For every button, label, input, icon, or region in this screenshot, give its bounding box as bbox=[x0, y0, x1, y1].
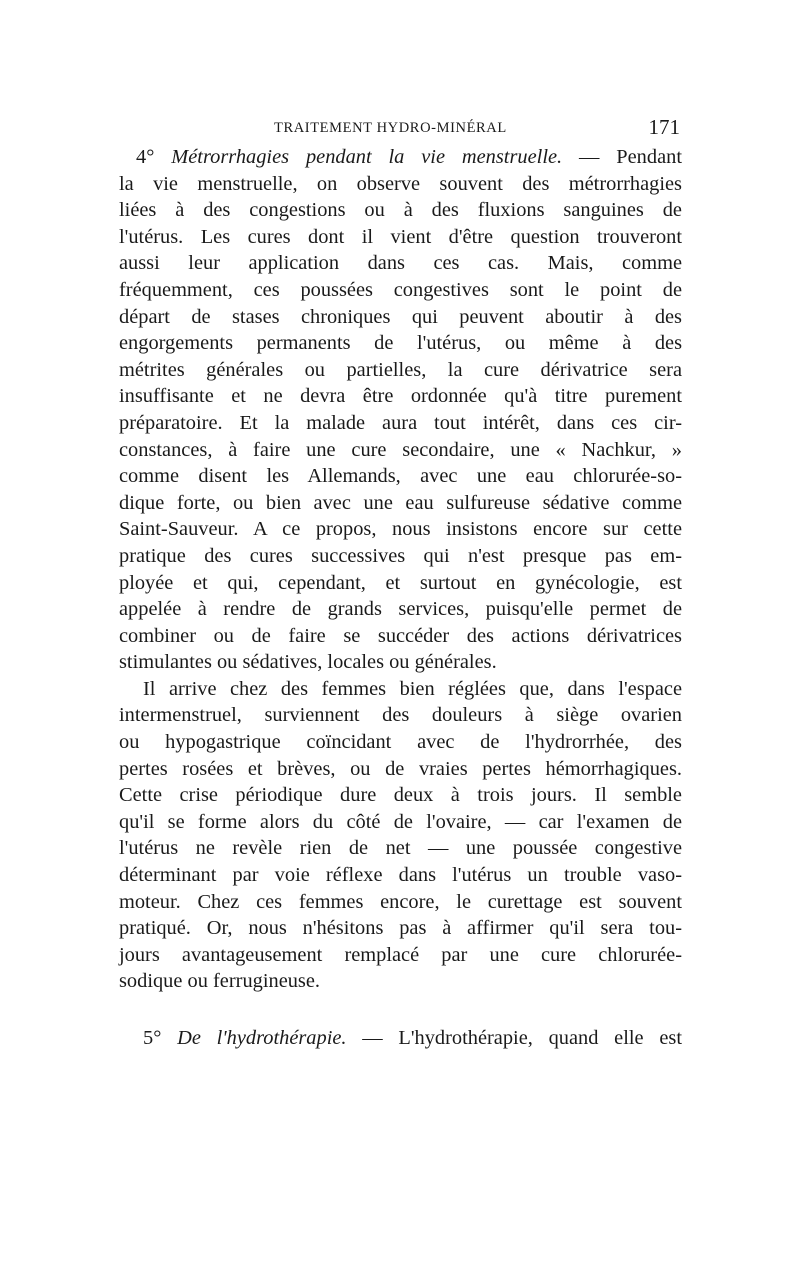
text-line: aussi leur application dans ces cas. Mais, comme bbox=[119, 252, 682, 275]
text-line: dique forte, ou bien avec une eau sulfureuse sédative comme bbox=[119, 491, 682, 514]
section-5-number: 5° bbox=[143, 1027, 162, 1049]
text-line: départ de stases chroniques qui peuvent aboutir à des bbox=[119, 305, 682, 328]
text-line: qu'il se forme alors du côté de l'ovaire, — car l'examen de bbox=[119, 810, 682, 833]
section-5-heading-line bbox=[119, 1025, 682, 1052]
text-line: Cette crise périodique dure deux à trois jours. Il semble bbox=[119, 784, 682, 807]
text-line: préparatoire. Et la malade aura tout intérêt, dans ces cir- bbox=[119, 411, 682, 434]
text-line: constances, à faire une cure secondaire, une « Nachkur, » bbox=[119, 438, 682, 461]
text-line: Saint-Sauveur. A ce propos, nous insistons encore sur cette bbox=[119, 518, 682, 541]
running-head bbox=[119, 110, 682, 144]
text-line: Il arrive chez des femmes bien réglées que, dans l'espace bbox=[143, 677, 682, 700]
text-line: — L'hydrothérapie, quand elle est bbox=[346, 1027, 682, 1049]
section-5-title: De l'hydrothérapie. bbox=[177, 1027, 347, 1049]
text-line: l'utérus ne revèle rien de net — une poussée congestive bbox=[119, 837, 682, 860]
text-line: l'utérus. Les cures dont il vient d'être question trouveront bbox=[119, 225, 682, 248]
text-line: comme disent les Allemands, avec une eau chlorurée-so- bbox=[119, 465, 682, 488]
text-line: ployée et qui, cependant, et surtout en gynécologie, est bbox=[119, 571, 682, 594]
text-line: jours avantageusement remplacé par une cure chlorurée- bbox=[119, 943, 682, 966]
text-line: fréquemment, ces poussées congestives sont le point de bbox=[119, 278, 682, 301]
running-title: TRAITEMENT HYDRO-MINÉRAL bbox=[274, 120, 507, 136]
text-line: sodique ou ferrugineuse. bbox=[119, 970, 321, 993]
text-line: combiner ou de faire se succéder des actions dérivatrices bbox=[119, 624, 682, 647]
section-5 bbox=[119, 1025, 682, 1052]
text-line: moteur. Chez ces femmes encore, le curettage est souvent bbox=[119, 890, 682, 913]
section-4 bbox=[119, 144, 682, 995]
text-line: — Pendant bbox=[562, 146, 682, 168]
text-line: engorgements permanents de l'utérus, ou même à des bbox=[119, 332, 682, 355]
text-line: pertes rosées et brèves, ou de vraies pertes hémorrhagiques. bbox=[119, 757, 682, 780]
text-line: insuffisante et ne devra être ordonnée qu'à titre purement bbox=[119, 385, 682, 408]
text-line: liées à des congestions ou à des fluxions sanguines de bbox=[119, 199, 682, 222]
text-line: pratique des cures successives qui n'est presque pas em- bbox=[119, 544, 682, 567]
text-line: ou hypogastrique coïncidant avec de l'hydrorrhée, des bbox=[119, 731, 682, 754]
section-gap bbox=[119, 995, 682, 1025]
page-number: 171 bbox=[648, 115, 680, 139]
text-line: stimulantes ou sédatives, locales ou générales. bbox=[119, 651, 497, 674]
section-4-number: 4° bbox=[136, 146, 155, 168]
text-line: appelée à rendre de grands services, puisqu'elle permet de bbox=[119, 598, 682, 621]
text-line: pratiqué. Or, nous n'hésitons pas à affirmer qu'il sera tou- bbox=[119, 917, 682, 940]
section-4-heading-line bbox=[119, 144, 682, 171]
book-page bbox=[119, 110, 682, 1052]
text-line: intermenstruel, surviennent des douleurs à siège ovarien bbox=[119, 704, 682, 727]
text-line: métrites générales ou partielles, la cure dérivatrice sera bbox=[119, 358, 682, 381]
text-line: déterminant par voie réflexe dans l'utérus un trouble vaso- bbox=[119, 864, 682, 887]
section-4-title: Métrorrhagies pendant la vie menstruelle. bbox=[171, 146, 563, 168]
text-line: la vie menstruelle, on observe souvent des métrorrhagies bbox=[119, 172, 682, 195]
